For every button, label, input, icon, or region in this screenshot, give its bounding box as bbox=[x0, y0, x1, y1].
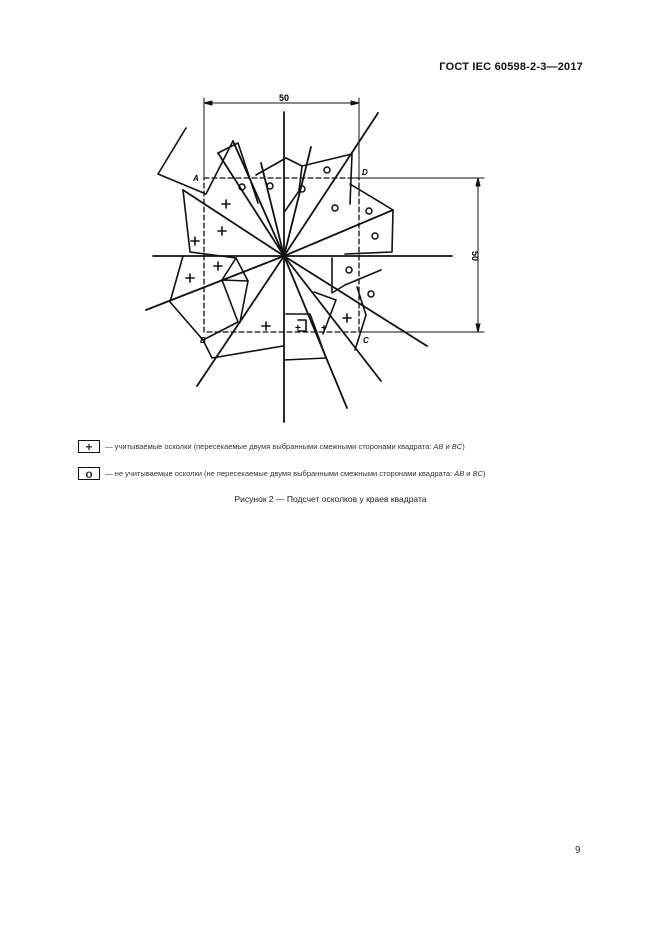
corner-label-d: D bbox=[362, 168, 368, 177]
legend-not-counted-text: — не учитываемые осколки (не пересекаемые двумя выбранными смежными сторонами квадрата: AB и BC) bbox=[105, 469, 486, 478]
corner-label-c: C bbox=[363, 336, 369, 345]
legend-counted bbox=[78, 440, 465, 453]
right-dimension bbox=[352, 178, 484, 332]
small-plus-mark-2: + bbox=[321, 323, 327, 334]
page-number: 9 bbox=[575, 845, 581, 856]
legend-not-counted bbox=[78, 467, 486, 480]
dimension-top-label: 50 bbox=[278, 93, 290, 103]
legend-counted-symbol: + bbox=[78, 440, 100, 453]
legend-counted-text: — учитываемые осколки (пересекаемые двумя выбранными смежными сторонами квадрата: AB и BC) bbox=[105, 442, 465, 451]
not-counted-fragment-marks bbox=[239, 167, 378, 297]
radial-cracks bbox=[146, 112, 452, 422]
figure-caption: Рисунок 2 — Подсчет осколков у краев квадрата bbox=[234, 494, 427, 504]
document-code: ГОСТ IEC 60598-2-3—2017 bbox=[439, 61, 583, 73]
corner-label-a: A bbox=[193, 174, 199, 183]
corner-label-b: B bbox=[200, 336, 206, 345]
dimension-right-label: 50 bbox=[470, 250, 480, 262]
legend-not-counted-symbol: o bbox=[78, 467, 100, 480]
small-plus-mark: + bbox=[295, 323, 301, 334]
fragment-count-figure bbox=[0, 0, 661, 440]
